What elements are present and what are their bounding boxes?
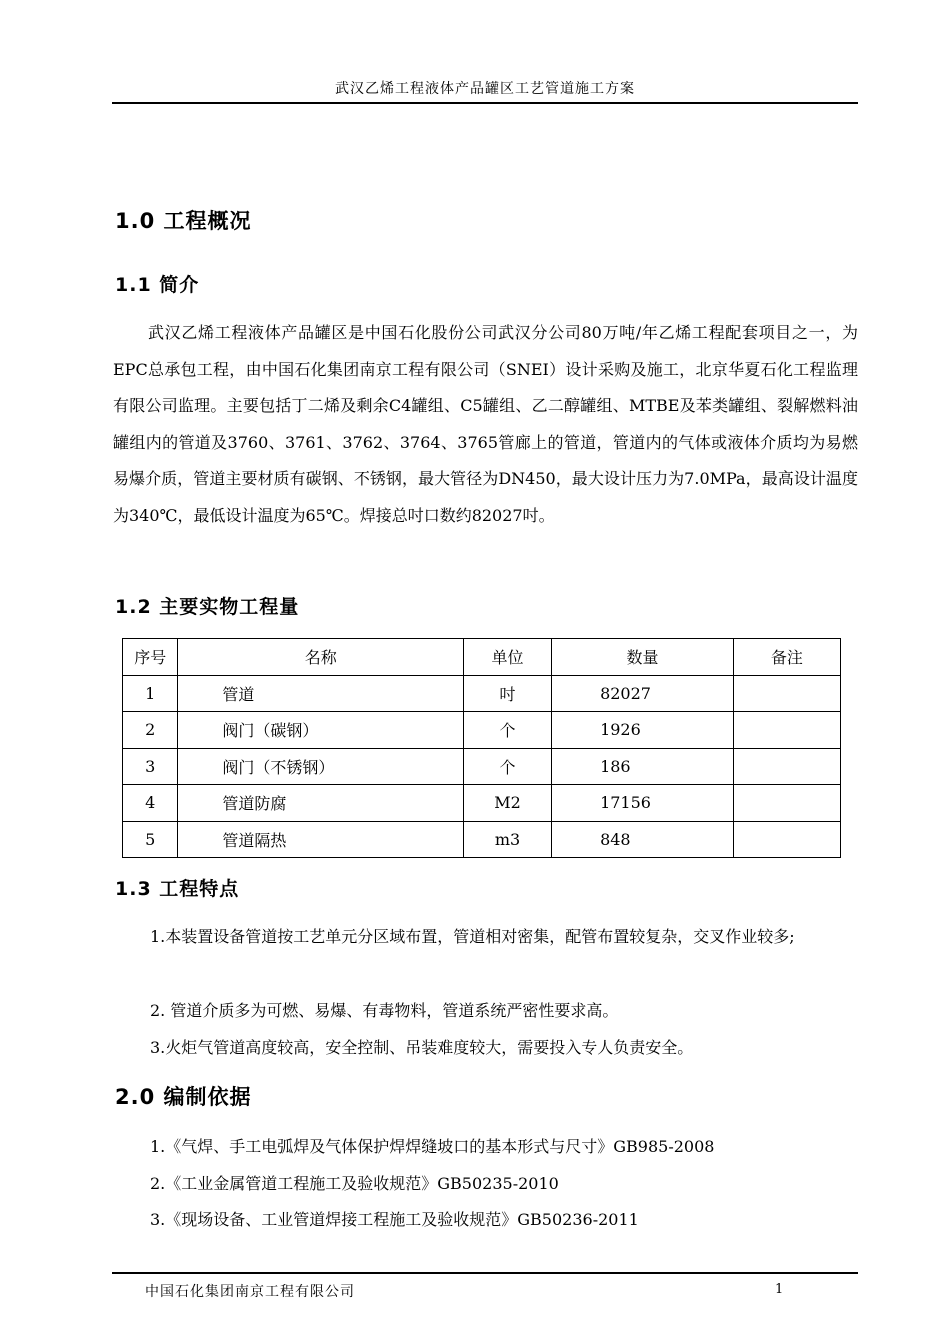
- cell-unit: 吋: [464, 675, 552, 712]
- cell-no: 2: [123, 712, 178, 749]
- cell-note: [733, 748, 840, 785]
- table-row: [123, 821, 841, 858]
- cell-name: 管道隔热: [178, 821, 464, 858]
- table-row: [123, 675, 841, 712]
- header-rule: [112, 102, 858, 104]
- col-header-name: 名称: [178, 639, 464, 676]
- cell-name: 管道防腐: [178, 785, 464, 822]
- table-row: [123, 748, 841, 785]
- basis-item-1: 1.《气焊、手工电弧焊及气体保护焊焊缝坡口的基本形式与尺寸》GB985-2008: [150, 1137, 715, 1156]
- table-row: [123, 712, 841, 749]
- basis-item-2: 2.《工业金属管道工程施工及验收规范》GB50235-2010: [150, 1174, 559, 1193]
- col-header-unit: 单位: [464, 639, 552, 676]
- footer-rule: [112, 1272, 858, 1274]
- feature-item-3: 3.火炬气管道高度较高，安全控制、吊装难度较大，需要投入专人负责安全。: [150, 1038, 694, 1057]
- table-header-row: [123, 639, 841, 676]
- cell-note: [733, 821, 840, 858]
- col-header-no: 序号: [123, 639, 178, 676]
- cell-unit: 个: [464, 712, 552, 749]
- intro-paragraph: 武汉乙烯工程液体产品罐区是中国石化股份公司武汉分公司80万吨/年乙烯工程配套项目之一，为EPC总承包工程，由中国石化集团南京工程有限公司（SNEI）设计采购及施工，北京华夏石化工程监理有限公司监理。主要包括丁二烯及剩余C4罐组、C5罐组、乙二醇罐组、MTBE及苯类罐组、裂解燃料油罐组内的管道及3760、3761、3762、3764、3765管廊上的管道，管道内的气体或液体介质均为易燃易爆介质，管道主要材质有碳钢、不锈钢，最大管径为DN450，最大设计压力为7.0MPa，最高设计温度为340℃，最低设计温度为65℃。焊接总吋口数约82027吋。: [113, 323, 858, 525]
- col-header-note: 备注: [733, 639, 840, 676]
- cell-no: 1: [123, 675, 178, 712]
- cell-unit: m3: [464, 821, 552, 858]
- cell-qty: 1926: [552, 712, 734, 749]
- cell-qty: 17156: [552, 785, 734, 822]
- cell-no: 3: [123, 748, 178, 785]
- quantity-table: [122, 638, 841, 858]
- cell-note: [733, 675, 840, 712]
- cell-note: [733, 712, 840, 749]
- cell-no: 4: [123, 785, 178, 822]
- heading-1-2: 1.2 主要实物工程量: [115, 596, 300, 618]
- basis-item-3: 3.《现场设备、工业管道焊接工程施工及验收规范》GB50236-2011: [150, 1210, 639, 1229]
- cell-unit: M2: [464, 785, 552, 822]
- heading-1-3: 1.3 工程特点: [115, 878, 240, 900]
- feature-item-1: 1.本装置设备管道按工艺单元分区域布置，管道相对密集，配管布置较复杂，交叉作业较多;: [150, 927, 795, 946]
- cell-qty: 848: [552, 821, 734, 858]
- col-header-qty: 数量: [552, 639, 734, 676]
- cell-note: [733, 785, 840, 822]
- cell-qty: 82027: [552, 675, 734, 712]
- heading-1-0: 1.0 工程概况: [115, 209, 252, 233]
- cell-unit: 个: [464, 748, 552, 785]
- cell-name: 阀门（碳钢）: [178, 712, 464, 749]
- heading-1-1: 1.1 简介: [115, 274, 200, 296]
- cell-name: 管道: [178, 675, 464, 712]
- footer-company: 中国石化集团南京工程有限公司: [145, 1284, 355, 1300]
- heading-2-0: 2.0 编制依据: [115, 1085, 252, 1109]
- page-number: 1: [775, 1282, 784, 1297]
- cell-qty: 186: [552, 748, 734, 785]
- page-header-title: 武汉乙烯工程液体产品罐区工艺管道施工方案: [335, 81, 635, 97]
- cell-no: 5: [123, 821, 178, 858]
- table-row: [123, 785, 841, 822]
- cell-name: 阀门（不锈钢）: [178, 748, 464, 785]
- feature-item-2: 2. 管道介质多为可燃、易爆、有毒物料，管道系统严密性要求高。: [150, 1001, 619, 1020]
